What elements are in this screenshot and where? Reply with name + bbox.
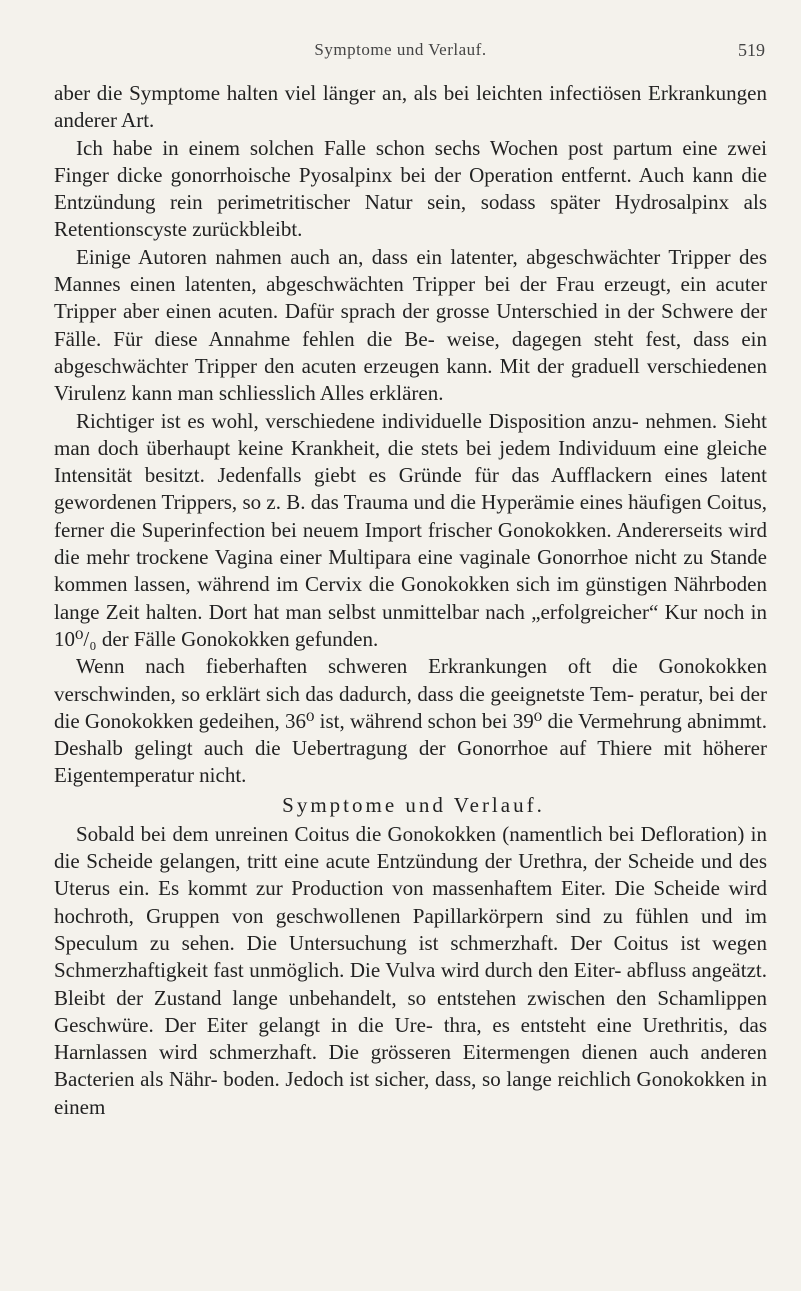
page-number: 519	[738, 40, 765, 60]
section-heading: Symptome und Verlauf.	[282, 792, 545, 817]
paragraph: Ich habe in einem solchen Falle schon sechs Wochen post partum eine zwei Finger dicke gonorrhoische Pyosalpinx bei der Operation entfernt. Auch kann die Entzündung rein perimetritischer Natur sein, sodass später Hydrosalpinx als Retentionscyste zurückbleibt.	[54, 135, 767, 242]
body-text	[54, 80, 767, 1121]
running-title: Symptome und Verlauf.	[314, 40, 487, 59]
paragraph: Richtiger ist es wohl, verschiedene individuelle Disposition anzu- nehmen. Sieht man doch überhaupt keine Krankheit, die stets bei jedem Individuum eine gleiche Intensität besitzt. Jedenfalls giebt es Gründe für das Aufflackern eines latent gewordenen Trippers, so z. B. das Trauma und die Hyperämie eines häufigen Coitus, ferner die Superinfection bei neuem Import frischer Gonokokken. Andererseits wird die mehr trockene Vagina einer Multipara eine vaginale Gonorrhoe nicht zu Stande kommen lassen, während im Cervix die Gonokokken sich im günstigen Nährboden lange Zeit halten. Dort hat man selbst unmittelbar nach „erfolgreicher“ Kur noch in 10⁰/₀ der Fälle Gonokokken gefunden.	[54, 408, 767, 651]
section-paragraph: Sobald bei dem unreinen Coitus die Gonokokken (namentlich bei Defloration) in die Scheide gelangen, tritt eine acute Entzündung der Urethra, der Scheide und des Uterus ein. Es kommt zur Production von massenhaftem Eiter. Die Scheide wird hochroth, Gruppen von geschwollenen Papillarkörpern sind zu fühlen und im Speculum zu sehen. Die Untersuchung ist schmerzhaft. Der Coitus ist wegen Schmerzhaftigkeit fast unmöglich. Die Vulva wird durch den Eiter- abfluss angeätzt. Bleibt der Zustand lange unbehandelt, so entstehen zwischen den Schamlippen Geschwüre. Der Eiter gelangt in die Ure- thra, es entsteht eine Urethritis, das Harnlassen wird schmerzhaft. Die grösseren Eitermengen dienen auch anderen Bacterien als Nähr- boden. Jedoch ist sicher, dass, so lange reichlich Gonokokken in einem	[54, 821, 767, 1119]
paragraph-continuation: aber die Symptome halten viel länger an, als bei leichten infectiösen Erkrankungen anderer Art.	[54, 81, 767, 133]
paragraph: Einige Autoren nahmen auch an, dass ein latenter, abgeschwächter Tripper des Mannes einen latenten, abgeschwächten Tripper bei der Frau erzeugt, ein acuter Tripper aber einen acuten. Dafür sprach der grosse Unterschied in der Schwere der Fälle. Für diese Annahme fehlen die Be- weise, dagegen steht fest, dass ein abgeschwächter Tripper den acuten erzeugen kann. Mit der graduell verschiedenen Virulenz kann man schliesslich Alles erklären.	[54, 244, 767, 406]
running-head	[36, 40, 765, 64]
paragraph: Wenn nach fieberhaften schweren Erkrankungen oft die Gonokokken verschwinden, so erklärt sich das dadurch, dass die geeignetste Tem- peratur, bei der die Gonokokken gedeihen, 36⁰ ist, während schon bei 39⁰ die Vermehrung abnimmt. Deshalb gelingt auch die Uebertragung der Gonorrhoe auf Thiere mit höherer Eigentemperatur nicht.	[54, 654, 767, 788]
